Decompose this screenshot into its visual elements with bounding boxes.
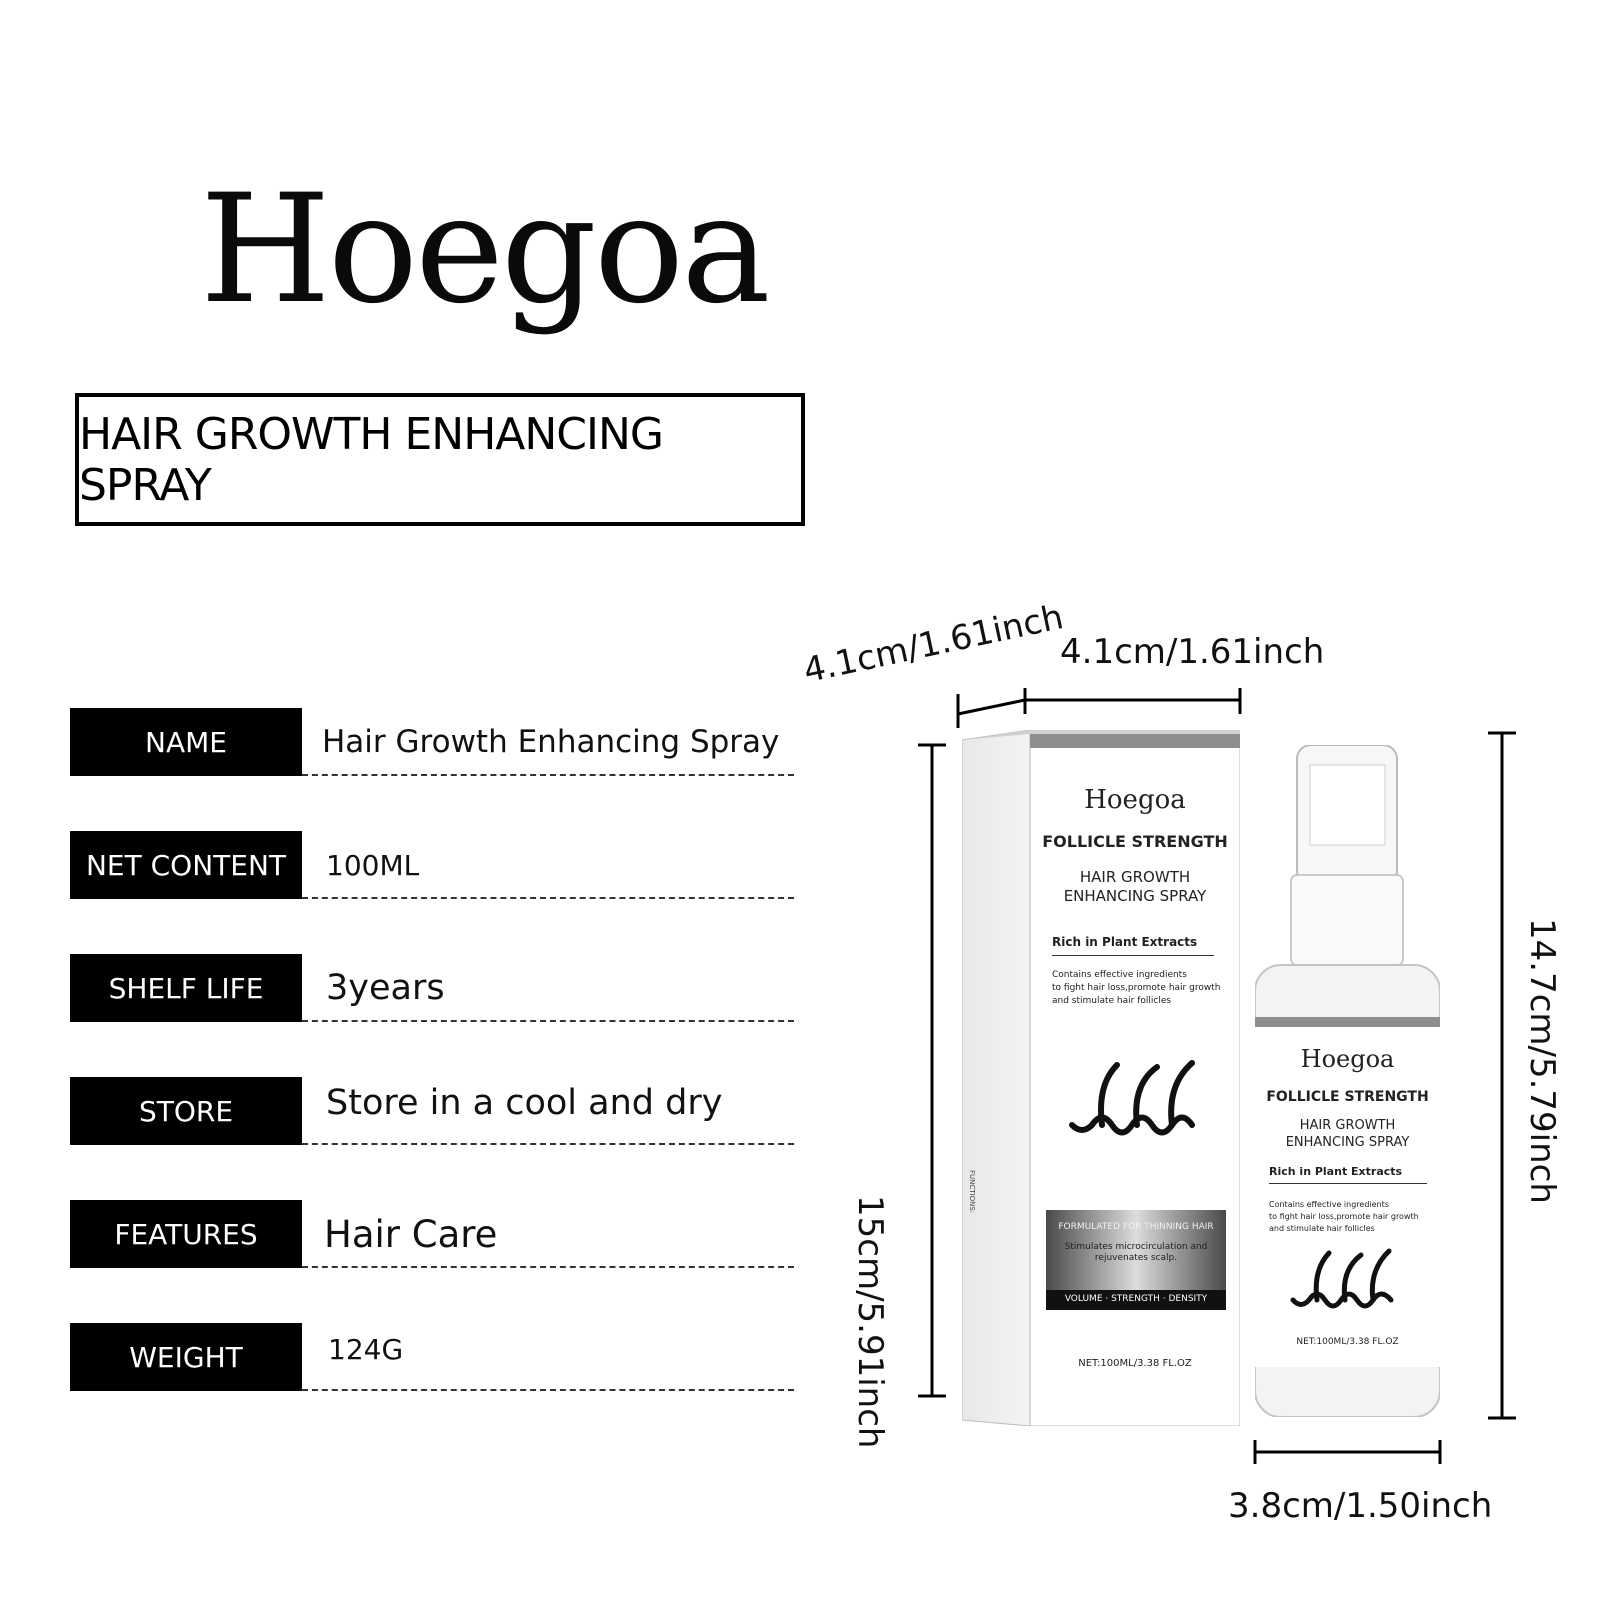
spec-value: 100ML [326, 848, 420, 882]
box-height-label: 15cm/5.91inch [850, 1195, 890, 1449]
spec-label: FEATURES [70, 1200, 302, 1268]
box-width-label: 4.1cm/1.61inch [1060, 632, 1325, 672]
spec-value: 124G [328, 1332, 404, 1366]
spec-label: WEIGHT [70, 1323, 302, 1391]
box-net: NET:100ML/3.38 FL.OZ [1078, 1358, 1192, 1369]
bottle-desc2: to fight hair loss,promote hair growth [1269, 1212, 1419, 1221]
box-panel-desc2: rejuvenates scalp. [1094, 1253, 1178, 1263]
spec-label: NAME [70, 708, 302, 776]
bottle-tagline: Rich in Plant Extracts [1269, 1165, 1403, 1178]
brand-logo: Hoegoa [200, 163, 768, 337]
bottle-brand: Hoegoa [1300, 1045, 1395, 1073]
bottle-line2b: ENHANCING SPRAY [1285, 1135, 1410, 1150]
box-depth-label: 4.1cm/1.61inch [800, 597, 1067, 692]
product-bottle [1255, 745, 1440, 1417]
spec-label: NET CONTENT [70, 831, 302, 899]
box-panel-footer: VOLUME · STRENGTH · DENSITY [1064, 1294, 1208, 1304]
spec-value: Hair Growth Enhancing Spray [322, 724, 780, 760]
hair-follicle-icon [1062, 1055, 1212, 1155]
spec-label: STORE [70, 1077, 302, 1145]
box-desc3: and stimulate hair follicles [1052, 996, 1172, 1006]
bottle-divider [1269, 1183, 1427, 1184]
bottle-net: NET:100ML/3.38 FL.OZ [1296, 1337, 1399, 1347]
box-desc1: Contains effective ingredients [1052, 970, 1187, 980]
box-line2a: HAIR GROWTH [1079, 868, 1191, 886]
spec-label: SHELF LIFE [70, 954, 302, 1022]
bottle-desc3: and stimulate hair follicles [1269, 1224, 1375, 1233]
product-box [962, 730, 1240, 1426]
hair-follicle-icon [1287, 1245, 1407, 1325]
box-brand: Hoegoa [1084, 785, 1186, 815]
spec-value: 3years [326, 968, 445, 1008]
bottle-line1: FOLLICLE STRENGTH [1266, 1089, 1429, 1105]
box-panel-title: FORMULATED FOR THINNING HAIR [1058, 1222, 1214, 1232]
box-side-text: FUNCTIONS: [968, 1170, 976, 1214]
box-tagline: Rich in Plant Extracts [1052, 935, 1198, 949]
box-line1: FOLLICLE STRENGTH [1042, 832, 1228, 851]
box-desc2: to fight hair loss,promote hair growth [1052, 983, 1221, 993]
bottle-desc1: Contains effective ingredients [1269, 1200, 1389, 1209]
box-depth-line [958, 700, 1025, 714]
box-panel-desc1: Stimulates microcirculation and [1064, 1242, 1208, 1252]
box-line2b: ENHANCING SPRAY [1063, 887, 1207, 905]
bottle-height-label: 14.7cm/5.79inch [1522, 918, 1562, 1204]
bottle-line2a: HAIR GROWTH [1299, 1118, 1396, 1133]
bottle-width-label: 3.8cm/1.50inch [1228, 1486, 1493, 1526]
spec-value: Store in a cool and dry [326, 1083, 723, 1123]
box-divider [1052, 955, 1214, 956]
spec-value: Hair Care [324, 1212, 498, 1256]
product-title: HAIR GROWTH ENHANCING SPRAY [79, 408, 663, 511]
